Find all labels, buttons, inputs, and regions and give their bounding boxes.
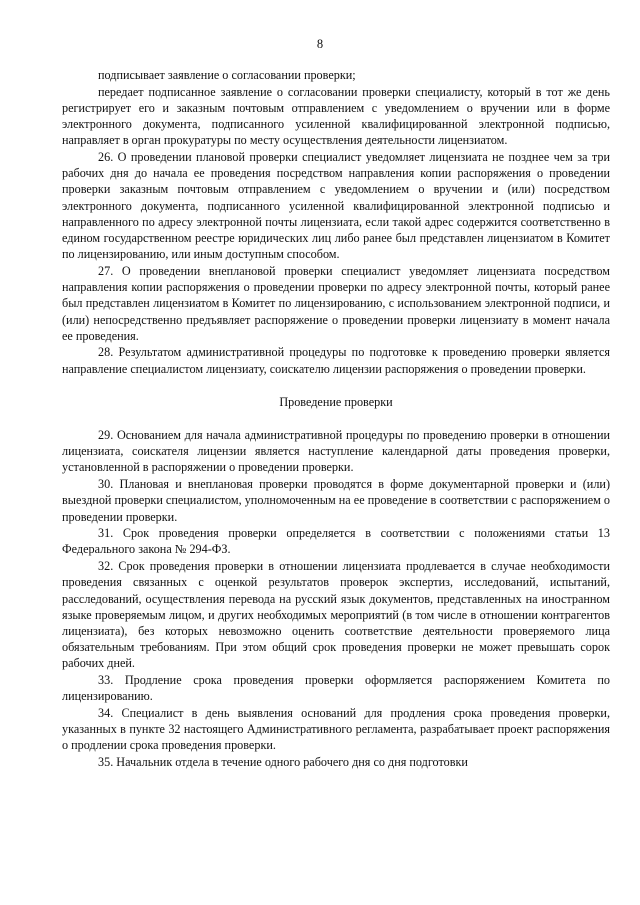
paragraph: 26. О проведении плановой проверки специалист уведомляет лицензиата не позднее чем за три рабочих дня до начала ее проведения посредством направления копии распоряжения о проведении проверки заказным почтовым отправлением с уведомлением о вручении и (или) посредством электронного документа, подписанного усиленной квалифицированной электронной подписью и направленного по адресу электронной почты лицензиата, если такой адрес содержится соответственно в едином государственном реестре юридических лиц либо ранее был представлен лицензиатом в Комитет по лицензированию, или иным доступным способом. [62, 150, 610, 262]
paragraph: передает подписанное заявление о согласовании проверки специалисту, который в тот же день регистрирует его и заказным почтовым отправлением с уведомлением о вручении или в форме электронного документа, подписанного усиленной квалифицированной электронной подписью, направляет в орган прокуратуры по месту осуществления деятельности лицензиатом. [62, 84, 610, 148]
document-body [62, 67, 610, 771]
paragraph: 33. Продление срока проведения проверки оформляется распоряжением Комитета по лицензированию. [62, 673, 610, 704]
paragraph: 27. О проведении внеплановой проверки специалист уведомляет лицензиата посредством направления копии распоряжения о проведении проверки по адресу электронной почты, который ранее был представлен лицензиатом в Комитет по лицензированию, с использованием электронной подписи, и (или) непосредственно предъявляет распоряжение о проведении проверки лицензиату в момент начала ее проведения. [62, 263, 610, 343]
paragraph: подписывает заявление о согласовании проверки; [98, 68, 356, 82]
page-number: 8 [316, 37, 324, 51]
paragraph: 34. Специалист в день выявления оснований для продления срока проведения проверки, указанных в пункте 32 настоящего Административного регламента, разрабатывает проект распоряжения о продлении срока проведения проверки. [62, 706, 610, 753]
paragraph: 28. Результатом административной процедуры по подготовке к проведению проверки является направление специалистом лицензиату, соискателю лицензии распоряжения о проведении проверки. [62, 345, 610, 376]
paragraph: 30. Плановая и внеплановая проверки проводятся в форме документарной проверки и (или) выездной проверки специалистом, уполномоченным на ее проведение в соответствии с распоряжением о проведении проверки. [62, 477, 610, 524]
paragraph: 35. Начальник отдела в течение одного рабочего дня со дня подготовки [98, 755, 468, 770]
section-heading: Проведение проверки [279, 394, 393, 409]
paragraph: 31. Срок проведения проверки определяется в соответствии с положениями статьи 13 Федерального закона № 294-ФЗ. [62, 526, 610, 557]
paragraph: 32. Срок проведения проверки в отношении лицензиата продлевается в случае необходимости проведения связанных с оценкой результатов проверок экспертиз, исследований, испытаний, расследований, осуществления перевода на русский язык документов, представленных на иностранном языке проверяемым лицом, и других необходимых мероприятий (в том числе в отношении контрагентов лицензиата), без которых невозможно оценить соответствие деятельности проверяемого лица обязательным требованиям. При этом общий срок проведения проверки не может превышать сорок рабочих дней. [62, 559, 610, 671]
paragraph: 29. Основанием для начала административной процедуры по проведению проверки в отношении лицензиата, соискателя лицензии является наступление календарной даты проведения проверки, установленной в распоряжении о проведении проверки. [62, 428, 610, 475]
